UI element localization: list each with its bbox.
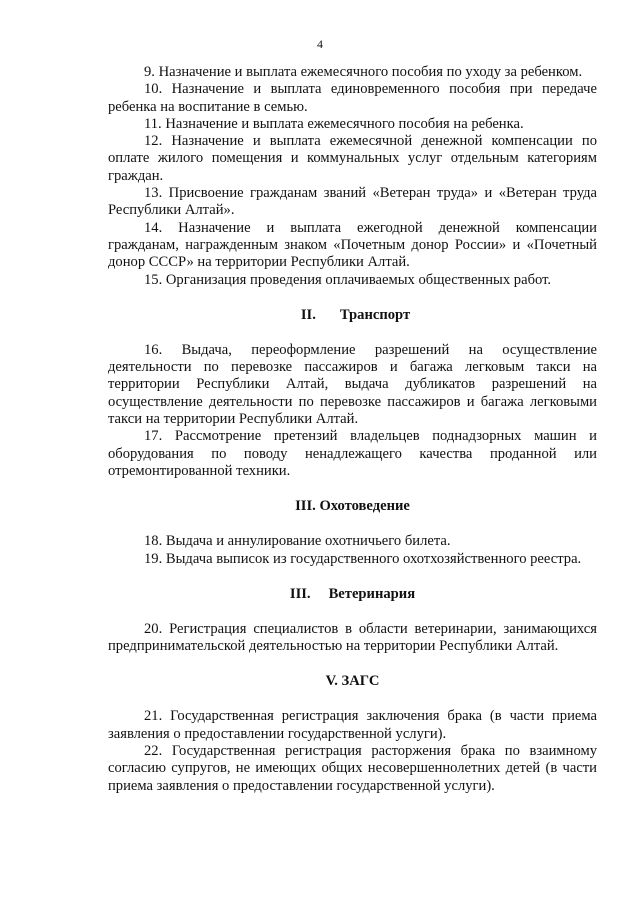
section-number: II. [300,306,316,323]
list-item-21: 21. Государственная регистрация заключения брака (в части приема заявления о предоставлении государственной услуги). [108,708,597,742]
list-item-9: 9. Назначение и выплата ежемесячного пособия по уходу за ребенком. [144,64,583,80]
list-item-18: 18. Выдача и аннулирование охотничьего билета. [144,533,451,550]
list-item-15: 15. Организация проведения оплачиваемых общественных работ. [144,271,552,288]
section-heading-vet [108,586,597,603]
list-item-16: 16. Выдача, переоформление разрешений на осуществление деятельности по перевозке пассажиров и багажа легковым такси на территории Республики Алтай, выдача дубликатов разрешений на осуществление деятельности по перевозке пассажиров и багажа легковыми такси на территории Республики Алтай. [108,341,597,428]
section-title: Ветеринария [328,585,416,602]
list-item-22: 22. Государственная регистрация расторжения брака по взаимному согласию супругов, не имеющих общих несовершеннолетних детей (в части приема заявления о предоставлении государственной услуги). [108,743,597,794]
list-item-17: 17. Рассмотрение претензий владельцев поднадзорных машин и оборудования по поводу ненадлежащего качества проданной или отремонтированной техники. [108,428,597,479]
section-title: Транспорт [339,306,411,323]
page-number: 4 [317,37,323,51]
list-item-19: 19. Выдача выписок из государственного охотхозяйственного реестра. [144,550,582,567]
section-heading-hunting: III. Охотоведение [295,498,410,515]
section-heading-transport [108,307,597,324]
list-item-13: 13. Присвоение гражданам званий «Ветеран труда» и «Ветеран труда Республики Алтай». [108,185,597,219]
document-body [108,64,597,795]
list-item-11: 11. Назначение и выплата ежемесячного пособия на ребенка. [144,115,524,132]
list-item-10: 10. Назначение и выплата единовременного пособия при передаче ребенка на воспитание в семью. [108,81,597,115]
section-heading-zags: V. ЗАГС [325,673,380,690]
list-item-20: 20. Регистрация специалистов в области ветеринарии, занимающихся предпринимательской деятельностью на территории Республики Алтай. [108,620,597,655]
list-item-12: 12. Назначение и выплата ежемесячной денежной компенсации по оплате жилого помещения и коммунальных услуг отдельным категориям граждан. [108,133,597,184]
list-item-14: 14. Назначение и выплата ежегодной денежной компенсации гражданам, награжденным знаком «Почетным донор России» и «Почетный донор СССР» на территории Республики Алтай. [108,219,597,271]
section-number: III. [289,585,311,602]
